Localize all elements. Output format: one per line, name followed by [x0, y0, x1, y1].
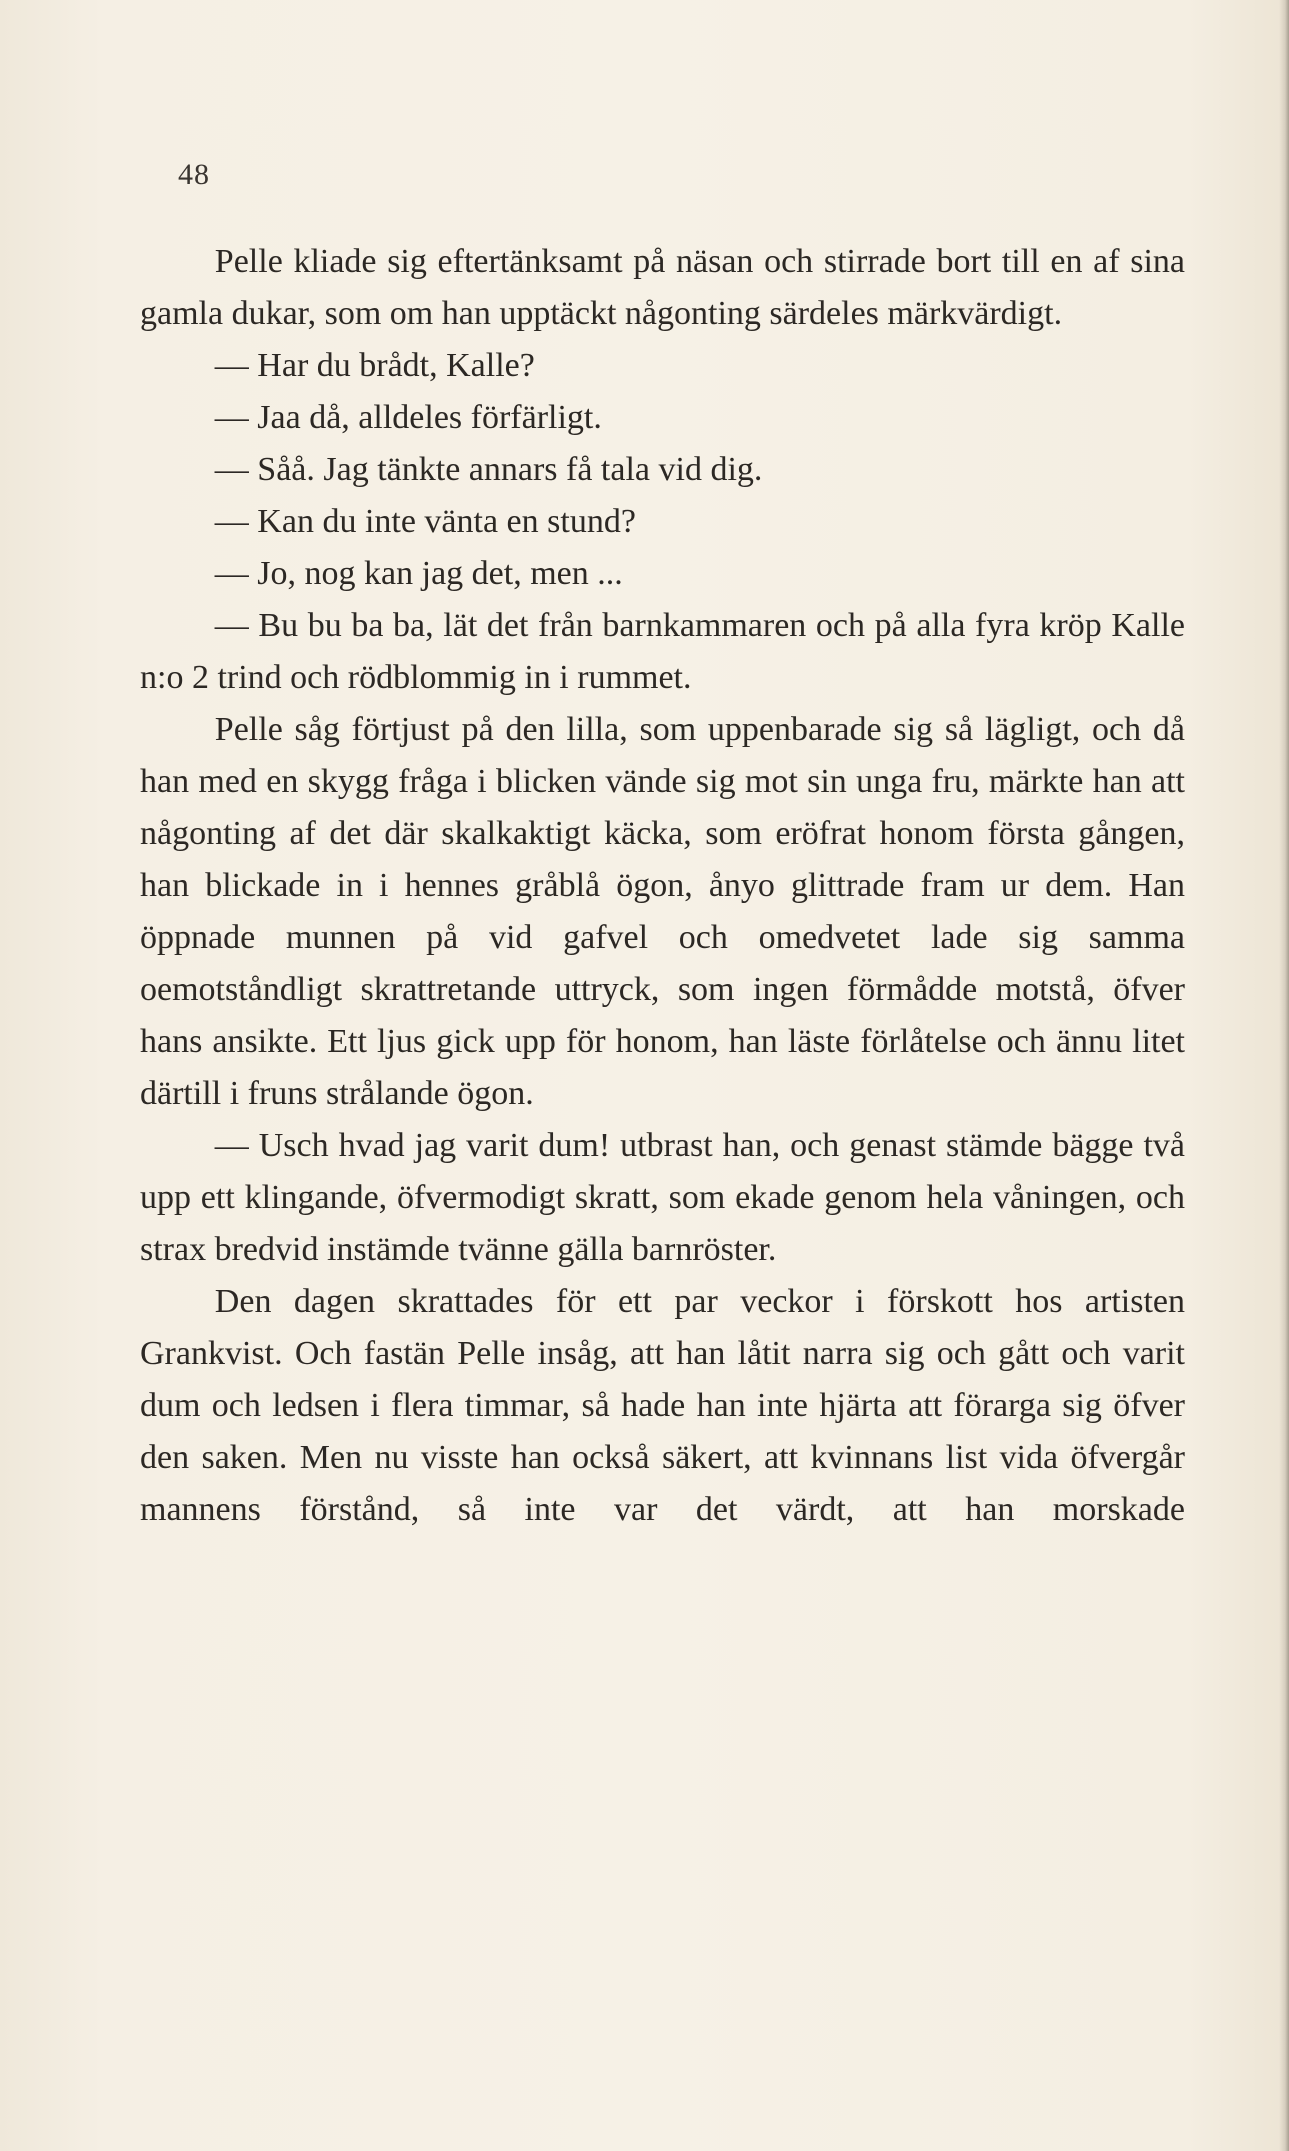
dialogue-line-2: — Jaa då, alldeles förfärligt.	[214, 399, 602, 436]
paragraph-3: Den dagen skrattades för ett par veckor i förskott hos artisten Grankvist. Och fastän Pelle insåg, att han låtit narra sig och gått och varit dum och ledsen i flera timmar, så hade han inte hjärta att förarga sig öfver den saken. Men nu visste han också säkert, att kvinnans list vida öfvergår mannens förstånd, så inte var det värdt, att han morskade	[140, 1283, 1185, 1528]
dialogue-line-6: — Bu bu ba ba, lät det från barnkammaren och på alla fyra kröp Kalle n:o 2 trind och rödblommig in i rummet.	[140, 607, 1185, 696]
paragraph-1: Pelle kliade sig eftertänksamt på näsan och stirrade bort till en af sina gamla dukar, som om han upptäckt någonting särdeles märkvärdigt.	[140, 243, 1185, 332]
dialogue-line-3: — Såå. Jag tänkte annars få tala vid dig.	[214, 451, 763, 488]
dialogue-line-5: — Jo, nog kan jag det, men ...	[214, 555, 623, 592]
dialogue-line-1: — Har du brådt, Kalle?	[214, 347, 535, 384]
body-text	[140, 236, 1185, 1536]
page-edge-shadow	[1279, 0, 1289, 2151]
dialogue-line-4: — Kan du inte vänta en stund?	[214, 503, 636, 540]
page-number: 48	[178, 158, 210, 191]
dialogue-line-7: — Usch hvad jag varit dum! utbrast han, och genast stämde bägge två upp ett klingande, öfvermodigt skratt, som ekade genom hela våningen, och strax bredvid instämde tvänne gälla barnröster.	[140, 1127, 1185, 1268]
paragraph-2: Pelle såg förtjust på den lilla, som uppenbarade sig så lägligt, och då han med en skygg fråga i blicken vände sig mot sin unga fru, märkte han att någonting af det där skalkaktigt käcka, som eröfrat honom första gången, han blickade in i hennes gråblå ögon, ånyo glittrade fram ur dem. Han öppnade munnen på vid gafvel och omedvetet lade sig samma oemotståndligt skrattretande uttryck, som ingen förmådde motstå, öfver hans ansikte. Ett ljus gick upp för honom, han läste förlåtelse och ännu litet därtill i fruns strålande ögon.	[140, 711, 1185, 1112]
